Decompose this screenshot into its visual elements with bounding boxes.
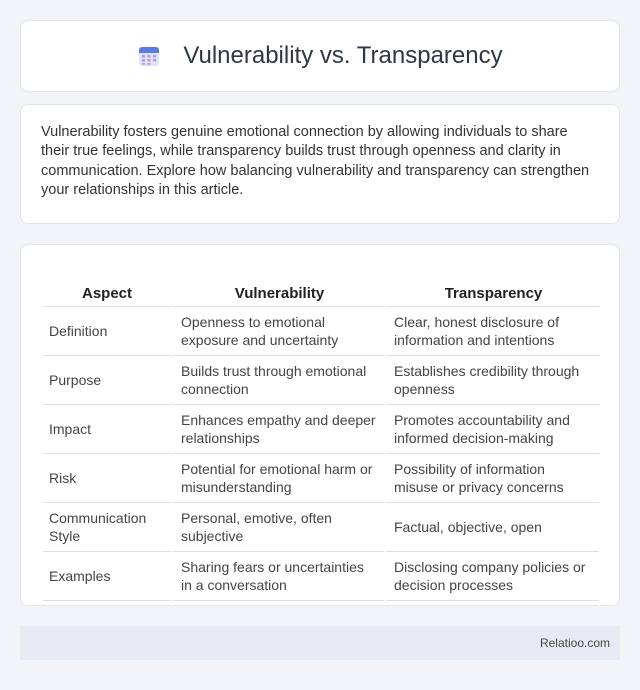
cell-aspect: Purpose [43,356,171,405]
table-row [43,307,599,356]
cell-transparency: Disclosing company policies or decision processes [384,552,599,601]
table-row [43,356,599,405]
cell-transparency: Possibility of information misuse or privacy concerns [384,454,599,503]
comparison-table [43,265,599,601]
header-vulnerability: Vulnerability [171,265,384,307]
footer-brand: Relatioo.com [539,636,610,650]
cell-transparency: Factual, objective, open [384,503,599,552]
table-header-row [43,265,599,307]
cell-transparency: Clear, honest disclosure of information and intentions [384,307,599,356]
cell-aspect: Examples [43,552,171,601]
calendar-icon [137,44,161,68]
header-aspect: Aspect [43,265,171,307]
header-transparency: Transparency [384,265,599,307]
intro-card [20,104,620,224]
cell-aspect: Risk [43,454,171,503]
cell-vulnerability: Potential for emotional harm or misunderstanding [171,454,384,503]
page-title: Vulnerability vs. Transparency [183,42,503,69]
table-row [43,552,599,601]
cell-vulnerability: Enhances empathy and deeper relationships [171,405,384,454]
cell-vulnerability: Openness to emotional exposure and uncertainty [171,307,384,356]
cell-vulnerability: Sharing fears or uncertainties in a conversation [171,552,384,601]
intro-text: Vulnerability fosters genuine emotional connection by allowing individuals to share their true feelings, while transparency builds trust through openness and clarity in communication. Explore how balancing vulnerability and transparency can strengthen your relationships in this article. [41,124,590,199]
cell-aspect: Communication Style [43,503,171,552]
cell-transparency: Promotes accountability and informed decision-making [384,405,599,454]
title-card [20,20,620,92]
comparison-card [20,244,620,606]
cell-vulnerability: Builds trust through emotional connection [171,356,384,405]
cell-transparency: Establishes credibility through openness [384,356,599,405]
table-row [43,454,599,503]
cell-aspect: Definition [43,307,171,356]
table-row [43,503,599,552]
table-row [43,405,599,454]
footer [20,626,620,660]
cell-vulnerability: Personal, emotive, often subjective [171,503,384,552]
cell-aspect: Impact [43,405,171,454]
